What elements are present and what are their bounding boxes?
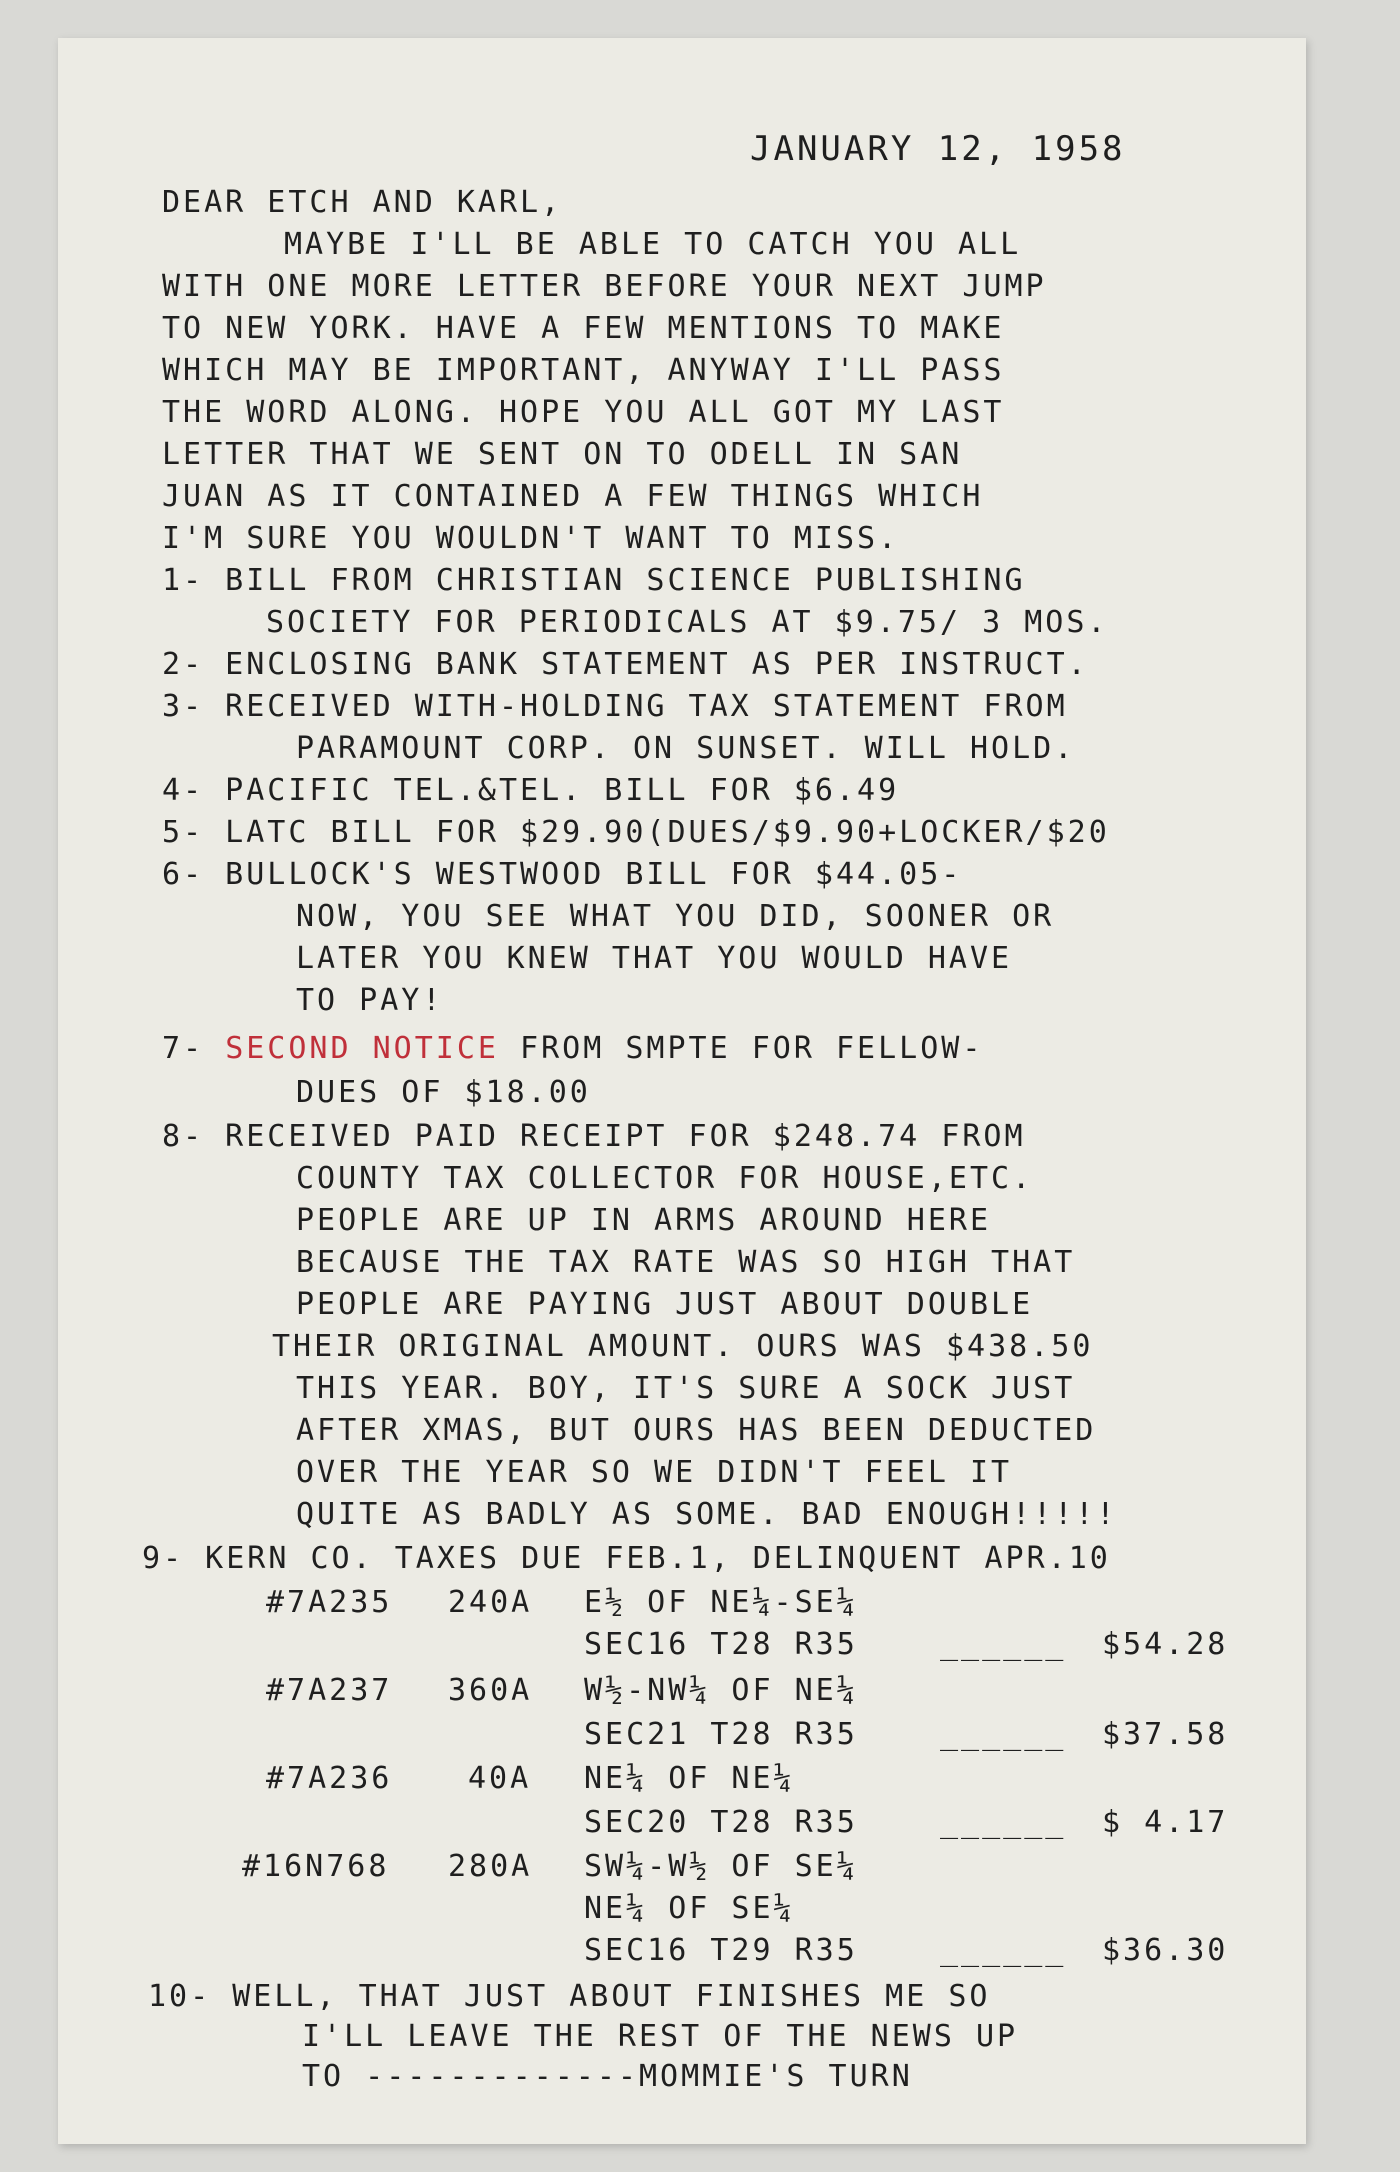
item-10-cont: TO -------------MOMMIE'S TURN bbox=[302, 2059, 913, 2094]
parcel-acres: 360A bbox=[448, 1673, 533, 1708]
item-10: 10- WELL, THAT JUST ABOUT FINISHES ME SO bbox=[148, 1979, 991, 2014]
parcel-acres: 240A bbox=[448, 1585, 533, 1620]
typed-letter bbox=[58, 38, 1306, 2144]
item-5: 5- LATC BILL FOR $29.90(DUES/$9.90+LOCKER/$20 bbox=[162, 815, 1110, 850]
parcel-acres: 40A bbox=[468, 1761, 532, 1796]
item-6-cont: TO PAY! bbox=[296, 983, 444, 1018]
item-2: 2- ENCLOSING BANK STATEMENT AS PER INSTRUCT. bbox=[162, 647, 1089, 682]
parcel-amount: $54.28 bbox=[1102, 1627, 1229, 1662]
parcel-id: #16N768 bbox=[242, 1849, 390, 1884]
blank-line: ______ bbox=[940, 1627, 1067, 1662]
parcel-desc: SW¼-W½ OF SE¼ bbox=[584, 1849, 858, 1884]
parcel-desc: SEC20 T28 R35 bbox=[584, 1805, 858, 1840]
item-3: 3- RECEIVED WITH-HOLDING TAX STATEMENT FROM bbox=[162, 689, 1068, 724]
intro-line: JUAN AS IT CONTAINED A FEW THINGS WHICH bbox=[162, 479, 984, 514]
parcel-desc: E½ OF NE¼-SE¼ bbox=[584, 1585, 858, 1620]
parcel-desc: SEC16 T29 R35 bbox=[584, 1933, 858, 1968]
intro-line: TO NEW YORK. HAVE A FEW MENTIONS TO MAKE bbox=[162, 311, 1005, 346]
blank-line: ______ bbox=[940, 1717, 1067, 1752]
item-10-cont: I'LL LEAVE THE REST OF THE NEWS UP bbox=[302, 2019, 1019, 2054]
item-6-cont: LATER YOU KNEW THAT YOU WOULD HAVE bbox=[296, 941, 1013, 976]
parcel-amount: $ 4.17 bbox=[1102, 1805, 1229, 1840]
letter-sheet bbox=[58, 38, 1306, 2144]
item-8-cont: PEOPLE ARE PAYING JUST ABOUT DOUBLE bbox=[296, 1287, 1034, 1322]
letter-date: JANUARY 12, 1958 bbox=[750, 129, 1126, 169]
parcel-amount: $36.30 bbox=[1102, 1933, 1229, 1968]
intro-line: THE WORD ALONG. HOPE YOU ALL GOT MY LAST bbox=[162, 395, 1005, 430]
blank-line: ______ bbox=[940, 1933, 1067, 1968]
intro-line: MAYBE I'LL BE ABLE TO CATCH YOU ALL bbox=[284, 227, 1022, 262]
item-7-text: FROM SMPTE FOR FELLOW- bbox=[499, 1031, 984, 1066]
item-6-cont: NOW, YOU SEE WHAT YOU DID, SOONER OR bbox=[296, 899, 1055, 934]
intro-line: I'M SURE YOU WOULDN'T WANT TO MISS. bbox=[162, 521, 900, 556]
intro-line: LETTER THAT WE SENT ON TO ODELL IN SAN bbox=[162, 437, 963, 472]
item-8-cont: THEIR ORIGINAL AMOUNT. OURS WAS $438.50 bbox=[272, 1329, 1094, 1364]
parcel-desc: NE¼ OF SE¼ bbox=[584, 1891, 795, 1926]
item-4: 4- PACIFIC TEL.&TEL. BILL FOR $6.49 bbox=[162, 773, 900, 808]
blank-line: ______ bbox=[940, 1805, 1067, 1840]
parcel-desc: NE¼ OF NE¼ bbox=[584, 1761, 795, 1796]
intro-line: WITH ONE MORE LETTER BEFORE YOUR NEXT JUMP bbox=[162, 269, 1047, 304]
item-7 bbox=[162, 1031, 984, 1066]
item-8-cont: THIS YEAR. BOY, IT'S SURE A SOCK JUST bbox=[296, 1371, 1076, 1406]
intro-line: WHICH MAY BE IMPORTANT, ANYWAY I'LL PASS bbox=[162, 353, 1005, 388]
parcel-id: #7A235 bbox=[266, 1585, 393, 1620]
item-1: 1- BILL FROM CHRISTIAN SCIENCE PUBLISHING bbox=[162, 563, 1026, 598]
item-8-cont: QUITE AS BADLY AS SOME. BAD ENOUGH!!!!! bbox=[296, 1497, 1118, 1532]
parcel-acres: 280A bbox=[448, 1849, 533, 1884]
parcel-id: #7A237 bbox=[266, 1673, 393, 1708]
second-notice-label: SECOND NOTICE bbox=[225, 1031, 499, 1066]
item-8-cont: AFTER XMAS, BUT OURS HAS BEEN DEDUCTED bbox=[296, 1413, 1097, 1448]
item-1-cont: SOCIETY FOR PERIODICALS AT $9.75/ 3 MOS. bbox=[266, 605, 1109, 640]
item-8-cont: COUNTY TAX COLLECTOR FOR HOUSE,ETC. bbox=[296, 1161, 1034, 1196]
item-8-cont: PEOPLE ARE UP IN ARMS AROUND HERE bbox=[296, 1203, 992, 1238]
salutation: DEAR ETCH AND KARL, bbox=[162, 185, 563, 220]
item-9-header: 9- KERN CO. TAXES DUE FEB.1, DELINQUENT APR.10 bbox=[142, 1541, 1111, 1576]
parcel-desc: SEC16 T28 R35 bbox=[584, 1627, 858, 1662]
item-8-cont: BECAUSE THE TAX RATE WAS SO HIGH THAT bbox=[296, 1245, 1076, 1280]
parcel-amount: $37.58 bbox=[1102, 1717, 1229, 1752]
item-7-number: 7- bbox=[162, 1031, 226, 1066]
item-6: 6- BULLOCK'S WESTWOOD BILL FOR $44.05- bbox=[162, 857, 963, 892]
parcel-desc: SEC21 T28 R35 bbox=[584, 1717, 858, 1752]
parcel-id: #7A236 bbox=[266, 1761, 393, 1796]
item-8-cont: OVER THE YEAR SO WE DIDN'T FEEL IT bbox=[296, 1455, 1013, 1490]
item-8: 8- RECEIVED PAID RECEIPT FOR $248.74 FROM bbox=[162, 1119, 1026, 1154]
item-7-cont: DUES OF $18.00 bbox=[296, 1075, 591, 1110]
item-3-cont: PARAMOUNT CORP. ON SUNSET. WILL HOLD. bbox=[296, 731, 1076, 766]
parcel-desc: W½-NW¼ OF NE¼ bbox=[584, 1673, 858, 1708]
